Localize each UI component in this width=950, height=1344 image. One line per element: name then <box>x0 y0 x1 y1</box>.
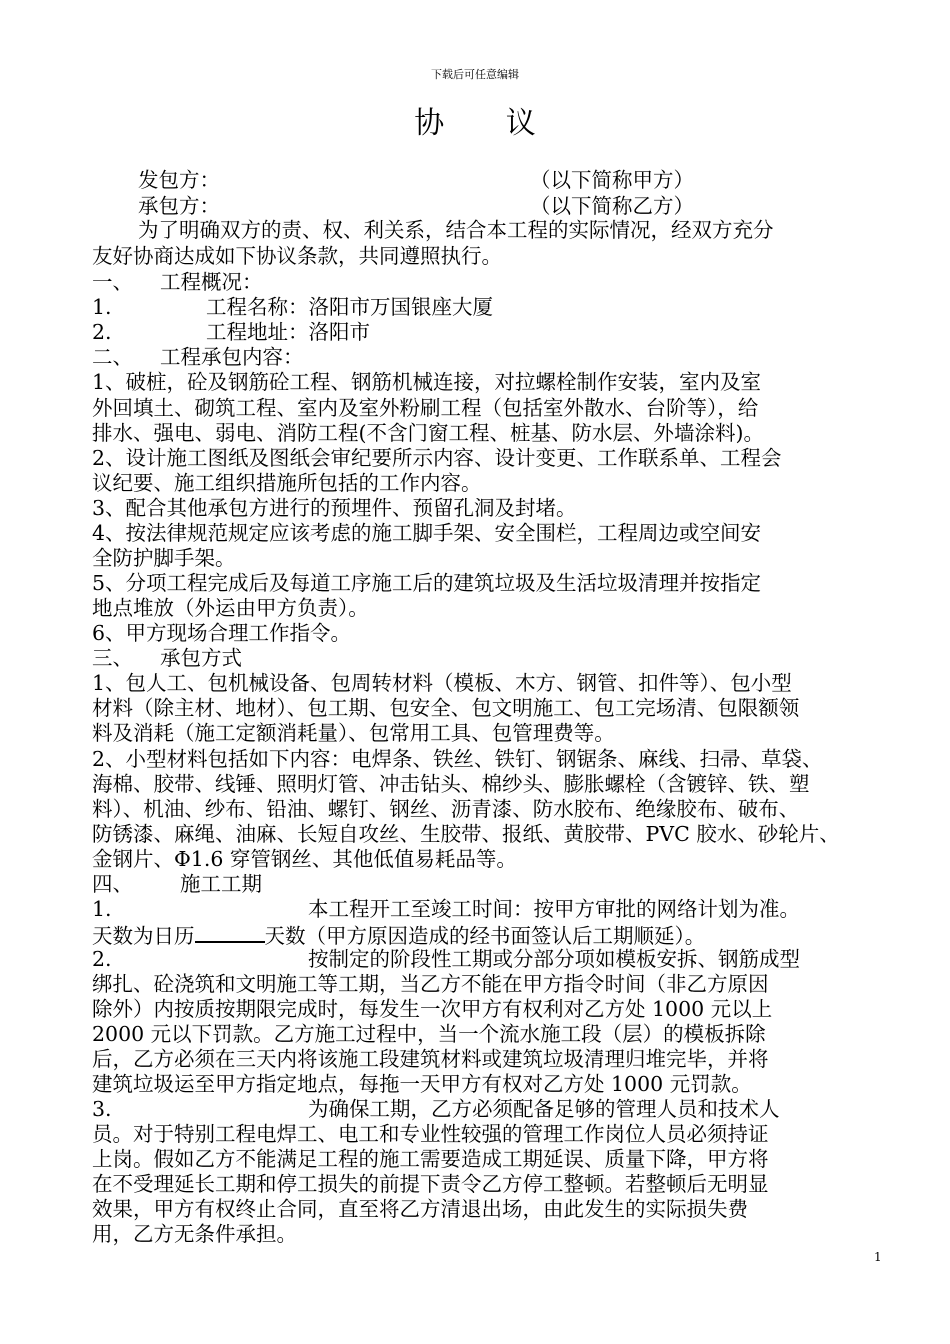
section3-line: 料及消耗（施工定额消耗量）、包常用工具、包管理费等。 <box>92 721 615 745</box>
contractor-note: （以下简称乙方） <box>530 194 694 218</box>
intro-line: 友好协商达成如下协议条款，共同遵照执行。 <box>92 244 502 268</box>
issuer-label: 发包方： <box>138 168 220 192</box>
section4-item-line: 除外）内按质按期限完成时，每发生一次甲方有权利对乙方处 1000 元以上 <box>92 997 773 1021</box>
section4-item-number: 3. <box>92 1097 112 1121</box>
section2-line: 1、破桩，砼及钢筋砼工程、钢筋机械连接，对拉螺栓制作安装，室内及室 <box>92 370 762 394</box>
section4-item-line: 效果，甲方有权终止合同，直至将乙方清退出场，由此发生的实际损失费 <box>92 1197 748 1221</box>
section2-number: 二、 <box>92 345 133 369</box>
section1-item: 工程名称：洛阳市万国银座大厦 <box>206 295 493 319</box>
issuer-note: （以下简称甲方） <box>530 168 694 192</box>
section1-item-number: 2. <box>92 320 112 344</box>
section3-line: 料）、机油、纱布、铅油、螺钉、钢丝、沥青漆、防水胶布、绝缘胶布、破布、 <box>92 797 800 821</box>
section4-item-line: 在不受理延长工期和停工损失的前提下责令乙方停工整顿。若整顿后无明显 <box>92 1172 769 1196</box>
days-prefix: 天数为日历 <box>92 924 195 948</box>
days-suffix: 天数（甲方原因造成的经书面签认后工期顺延）。 <box>264 924 706 948</box>
section4-item-number: 1. <box>92 897 112 921</box>
section3-heading: 承包方式 <box>160 646 242 670</box>
section4-item-line: 建筑垃圾运至甲方指定地点，每拖一天甲方有权对乙方处 1000 元罚款。 <box>92 1072 752 1096</box>
section4-item-line: 后，乙方必须在三天内将该施工段建筑材料或建筑垃圾清理归堆完毕，并将 <box>92 1047 769 1071</box>
section2-line: 议纪要、施工组织措施所包括的工作内容。 <box>92 471 482 495</box>
section4-item-line: 按制定的阶段性工期或分部分项如模板安拆、钢筋成型 <box>308 947 800 971</box>
section2-line: 地点堆放（外运由甲方负责）。 <box>92 596 369 620</box>
contractor-label: 承包方： <box>138 194 220 218</box>
section4-item-line: 用，乙方无条件承担。 <box>92 1222 297 1246</box>
section4-item-line: 员。对于特别工程电焊工、电工和专业性较强的管理工作岗位人员必须持证 <box>92 1122 769 1146</box>
section2-line: 6、甲方现场合理工作指令。 <box>92 621 352 645</box>
section2-line: 外回填土、砌筑工程、室内及室外粉刷工程（包括室外散水、台阶等），给 <box>92 396 759 420</box>
section2-line: 排水、强电、弱电、消防工程(不含门窗工程、桩基、防水层、外墙涂料)。 <box>92 421 764 445</box>
section1-item: 工程地址：洛阳市 <box>206 320 370 344</box>
section2-line: 全防护脚手架。 <box>92 546 236 570</box>
section4-item-line: 本工程开工至竣工时间：按甲方审批的网络计划为准。 <box>308 897 800 921</box>
intro-line: 为了明确双方的责、权、利关系，结合本工程的实际情况，经双方充分 <box>138 218 774 242</box>
section3-number: 三、 <box>92 646 133 670</box>
section1-number: 一、 <box>92 270 133 294</box>
section4-item-line: 2000 元以下罚款。乙方施工过程中，当一个流水施工段（层）的模板拆除 <box>92 1022 766 1046</box>
section4-number: 四、 <box>92 872 133 896</box>
header-note: 下载后可任意编辑 <box>431 68 519 81</box>
section2-line: 3、配合其他承包方进行的预埋件、预留孔洞及封堵。 <box>92 496 577 520</box>
section4-item-line: 上岗。假如乙方不能满足工程的施工需要造成工期延误、质量下降，甲方将 <box>92 1147 769 1171</box>
section4-item-number: 2. <box>92 947 112 971</box>
section1-heading: 工程概况： <box>160 270 263 294</box>
section4-heading: 施工工期 <box>180 872 262 896</box>
section3-line: 金钢片、Φ1.6 穿管钢丝、其他低值易耗品等。 <box>92 847 517 871</box>
section2-line: 5、分项工程完成后及每道工序施工后的建筑垃圾及生活垃圾清理并按指定 <box>92 571 762 595</box>
section2-heading: 工程承包内容： <box>160 345 304 369</box>
section3-line: 1、包人工、包机械设备、包周转材料（模板、木方、钢管、扣件等）、包小型 <box>92 671 792 695</box>
page-number: 1 <box>874 1250 882 1264</box>
section4-item-line: 为确保工期，乙方必须配备足够的管理人员和技术人 <box>308 1097 780 1121</box>
section3-line: 材料（除主材、地材）、包工期、包安全、包文明施工、包工完场清、包限额领 <box>92 696 800 720</box>
section3-line: 防锈漆、麻绳、油麻、长短自攻丝、生胶带、报纸、黄胶带、PVC 胶水、砂轮片、 <box>92 822 840 846</box>
section2-line: 4、按法律规范规定应该考虑的施工脚手架、安全围栏，工程周边或空间安 <box>92 521 762 545</box>
section2-line: 2、设计施工图纸及图纸会审纪要所示内容、设计变更、工作联系单、工程会 <box>92 446 782 470</box>
section3-line: 海棉、胶带、线锤、照明灯管、冲击钻头、棉纱头、膨胀螺栓（含镀锌、铁、塑 <box>92 772 810 796</box>
section4-item-line <box>92 921 705 949</box>
section4-item-line: 绑扎、砼浇筑和文明施工等工期，当乙方不能在甲方指令时间（非乙方原因 <box>92 972 769 996</box>
section1-item-number: 1. <box>92 295 112 319</box>
section3-line: 2、小型材料包括如下内容：电焊条、铁丝、铁钉、钢锯条、麻线、扫帚、草袋、 <box>92 747 823 771</box>
days-blank-underline <box>195 921 265 943</box>
document-title: 协 议 <box>414 106 562 141</box>
